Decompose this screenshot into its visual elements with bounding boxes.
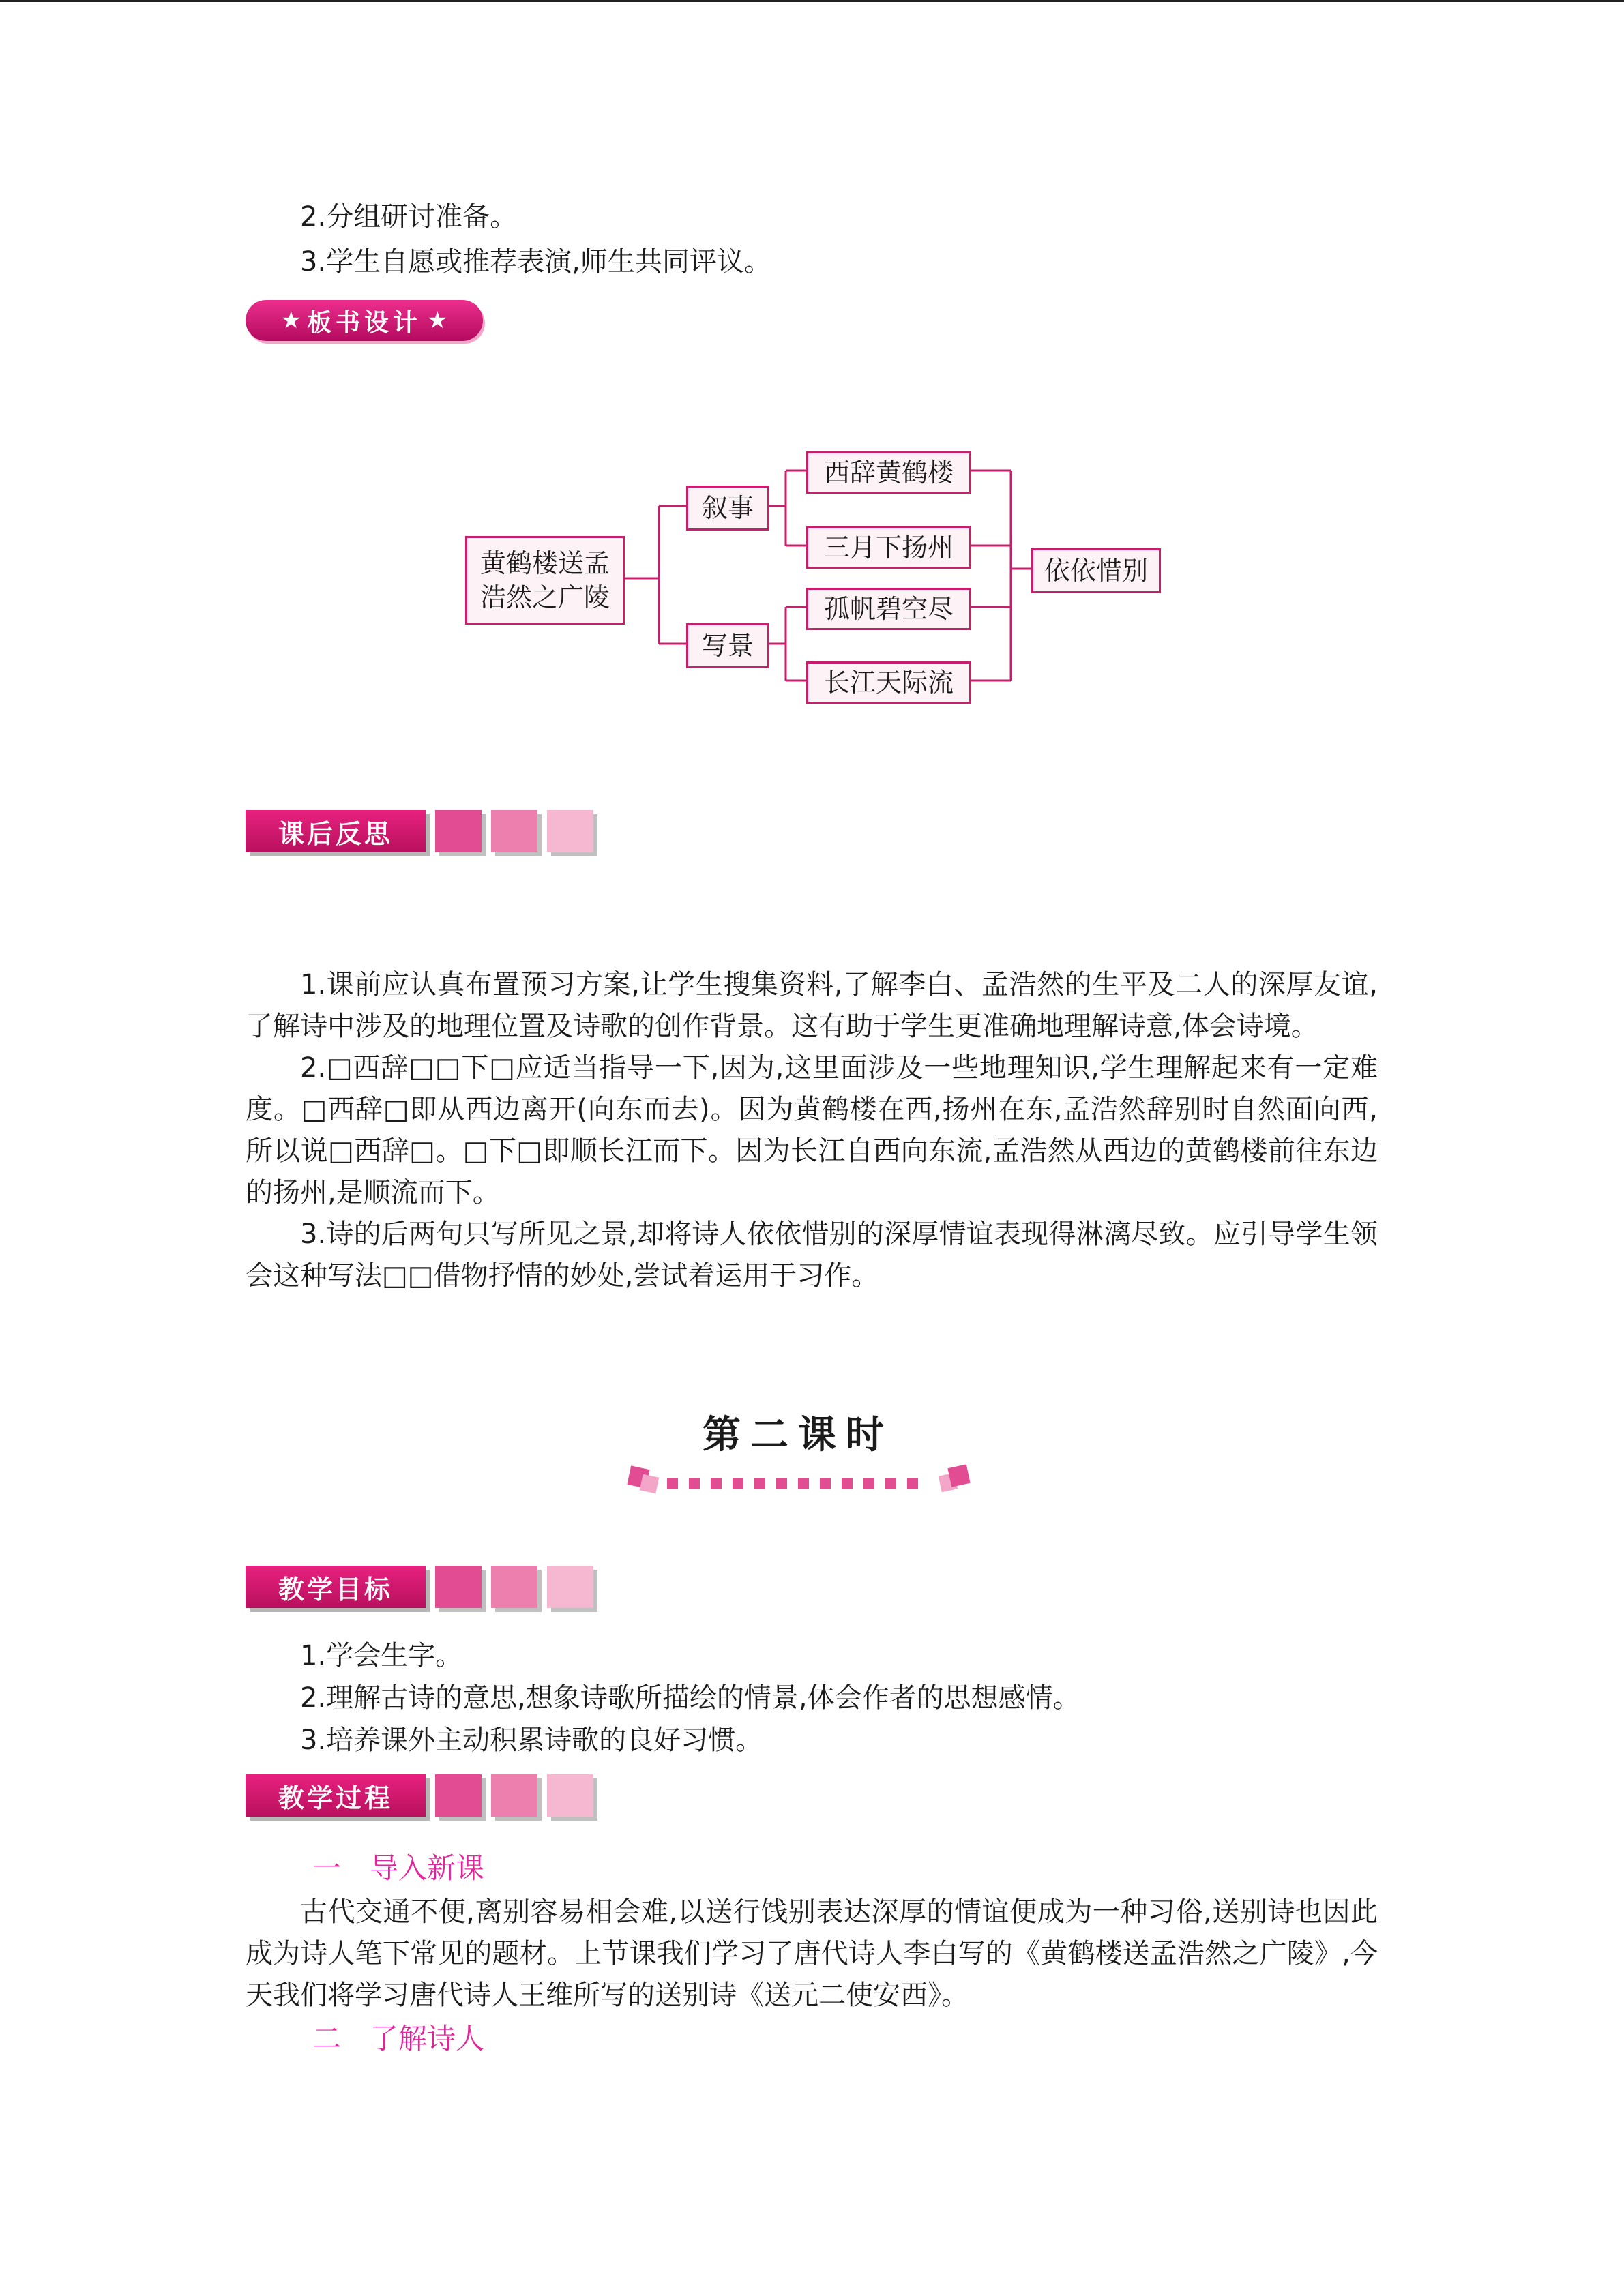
- branch-narrative: 叙事: [686, 486, 769, 531]
- section-title: 导入新课: [370, 1851, 485, 1885]
- intro-step: 3.学生自愿或推荐表演,师生共同评议。: [300, 246, 771, 278]
- decor-square: [435, 810, 482, 852]
- poem-title-box: [465, 536, 625, 625]
- reflection-heading: [246, 810, 593, 852]
- scenery-item: 孤帆碧空尽: [806, 588, 971, 630]
- decor-square: [435, 1566, 482, 1608]
- process-heading: [246, 1774, 593, 1817]
- section-title: 了解诗人: [370, 2022, 485, 2055]
- objective-item: 2.理解古诗的意思,想象诗歌所描绘的情景,体会作者的思想感情。: [300, 1682, 1080, 1714]
- decor-square: [547, 1774, 593, 1817]
- intro-body: [246, 1892, 1378, 2016]
- intro-paragraph: 古代交通不便,离别容易相会难,以送行饯别表达深厚的情谊便成为一种习俗,送别诗也因此成为诗人笔下常见的题材。上节课我们学习了唐代诗人李白写的《黄鹤楼送孟浩然之广陵》,今天我们将学习唐代诗人王维所写的送别诗《送元二使安西》。: [246, 1896, 1378, 2011]
- star-icon: ★: [280, 307, 301, 334]
- objective-item: 1.学会生字。: [300, 1640, 463, 1671]
- intro-step: 2.分组研讨准备。: [300, 201, 518, 233]
- board-design-connectors: [0, 0, 1624, 750]
- narrative-item: 西辞黄鹤楼: [806, 451, 971, 494]
- objectives-heading: [246, 1566, 593, 1608]
- theme-box: 依依惜别: [1031, 548, 1161, 593]
- objectives-heading-label: 教学目标: [246, 1566, 426, 1608]
- reflection-paragraph: 1.课前应认真布置预习方案,让学生搜集资料,了解李白、孟浩然的生平及二人的深厚友谊,了解诗中涉及的地理位置及诗歌的创作背景。这有助于学生更准确地理解诗意,体会诗境。: [246, 969, 1378, 1042]
- section-number: 一: [312, 1851, 342, 1885]
- decor-square: [547, 810, 593, 852]
- decor-square: [491, 810, 537, 852]
- star-icon: ★: [427, 307, 448, 334]
- section-heading-poet: [312, 2020, 484, 2058]
- poem-title-line: 浩然之广陵: [479, 582, 610, 612]
- section-heading-intro: [312, 1849, 484, 1888]
- narrative-item: 三月下扬州: [806, 526, 971, 569]
- objective-item: 3.培养课外主动积累诗歌的良好习惯。: [300, 1725, 763, 1756]
- decor-square: [491, 1774, 537, 1817]
- reflection-body: [246, 964, 1378, 1297]
- chapter-heading: [614, 1405, 982, 1514]
- board-design-heading-label: 板书设计: [306, 308, 422, 337]
- scenery-item: 长江天际流: [806, 661, 971, 704]
- poem-title-line: 黄鹤楼送孟: [479, 548, 610, 578]
- decor-square: [435, 1774, 482, 1817]
- reflection-paragraph: 2.□西辞□□下□应适当指导一下,因为,这里面涉及一些地理知识,学生理解起来有一定难度。□西辞□即从西边离开(向东而去)。因为黄鹤楼在西,扬州在东,孟浩然辞别时自然面向西,所以说□西辞□。□下□即顺长江而下。因为长江自西向东流,孟浩然从西边的黄鹤楼前往东边的扬州,是顺流而下。: [246, 1052, 1378, 1208]
- reflection-paragraph: 3.诗的后两句只写所见之景,却将诗人依依惜别的深厚情谊表现得淋漓尽致。应引导学生领会这种写法□□借物抒情的妙处,尝试着运用于习作。: [246, 1219, 1378, 1292]
- branch-scenery: 写景: [686, 623, 769, 668]
- section-number: 二: [312, 2022, 342, 2055]
- decor-square: [491, 1566, 537, 1608]
- process-heading-label: 教学过程: [246, 1774, 426, 1817]
- chapter-ornament: [614, 1463, 982, 1504]
- reflection-heading-label: 课后反思: [246, 810, 426, 852]
- chapter-title: 第二课时: [703, 1413, 894, 1457]
- decor-square: [547, 1566, 593, 1608]
